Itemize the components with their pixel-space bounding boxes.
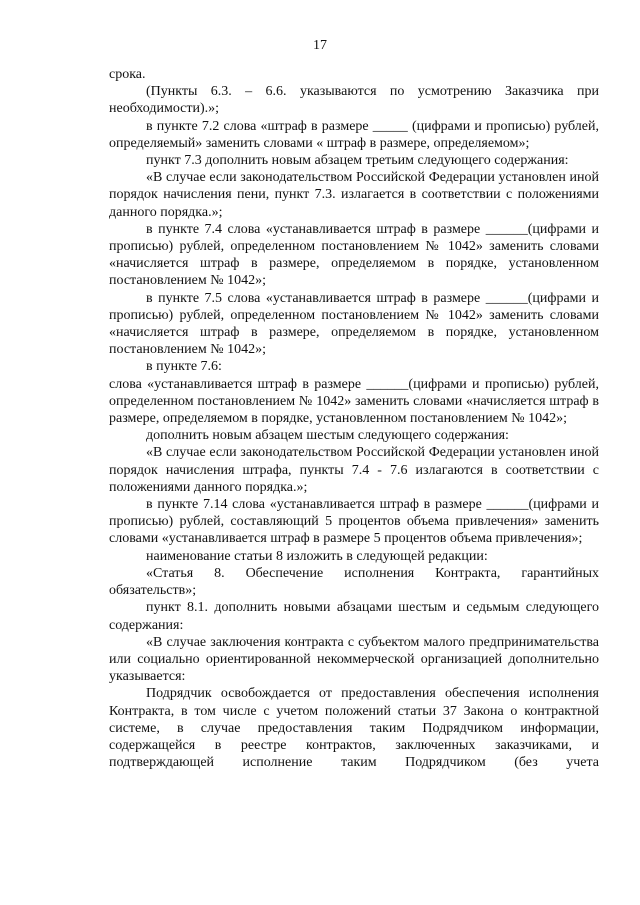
paragraph-10: дополнить новым абзацем шестым следующего содержания: xyxy=(146,428,509,444)
paragraph-14: «Статья 8. Обеспечение исполнения Контракта, гарантийных обязательств»; xyxy=(109,565,599,599)
paragraph-12: в пункте 7.14 слова «устанавливается штраф в размере ______(цифрами и прописью) рублей, составляющий 5 процентов объема привлечения» заменить словами «устанавливается штраф в размере 5 процентов объема привлечения»; xyxy=(109,497,599,547)
paragraph-5: «В случае если законодательством Российской Федерации установлен иной порядок начисления пени, пункт 7.3. излагается в соответствии с положениями данного порядка.»; xyxy=(109,170,599,220)
paragraph-3: в пункте 7.2 слова «штраф в размере _____ (цифрами и прописью) рублей, определяемый» заменить словами « штраф в размере, определяемом»; xyxy=(109,118,599,151)
paragraph-11: «В случае если законодательством Российской Федерации установлен иной порядок начисления штрафа, пункты 7.4 - 7.6 излагаются в соответствии с положениями данного порядка.»; xyxy=(109,445,599,495)
paragraph-17: Подрядчик освобождается от предоставления обеспечения исполнения Контракта, в том числе с учетом положений статьи 37 Закона о контрактной системе, в случае предоставления таким Подрядчиком информации, содержащейся в реестре контрактов, заключенных заказчиками, и подтверждающей исполнение таким Подрядчиком (без учета xyxy=(109,686,599,771)
paragraph-4: пункт 7.3 дополнить новым абзацем третьим следующего содержания: xyxy=(146,153,569,169)
paragraph-7: в пункте 7.5 слова «устанавливается штраф в размере ______(цифрами и прописью) рублей, определенном постановлением № 1042» заменить словами «начисляется штраф в размере, определяемом в порядке, установленном постановлением № 1042»; xyxy=(109,290,599,358)
paragraph-8: в пункте 7.6: xyxy=(146,359,222,375)
paragraph-15: пункт 8.1. дополнить новыми абзацами шестым и седьмым следующего содержания: xyxy=(109,600,599,633)
paragraph-16: «В случае заключения контракта с субъектом малого предпринимательства или социально ориентированной некоммерческой организацией дополнительно указывается: xyxy=(109,634,599,685)
paragraph-6: в пункте 7.4 слова «устанавливается штраф в размере ______(цифрами и прописью) рублей, определенном постановлением № 1042» заменить словами «начисляется штраф в размере, определяемом в порядке, установленном постановлением № 1042»; xyxy=(109,221,599,289)
page-number: 17 xyxy=(313,38,327,53)
paragraph-9: слова «устанавливается штраф в размере ______(цифрами и прописью) рублей, определенном постановлением № 1042» заменить словами «начисляется штраф в размере, определяемом в порядке, установленном постановлением № 1042»; xyxy=(109,376,599,427)
paragraph-2: (Пункты 6.3. – 6.6. указываются по усмотрению Заказчика при необходимости).»; xyxy=(109,84,599,117)
paragraph-13: наименование статьи 8 изложить в следующей редакции: xyxy=(146,548,488,564)
document-body xyxy=(109,66,599,771)
paragraph-1: срока. xyxy=(109,67,146,82)
